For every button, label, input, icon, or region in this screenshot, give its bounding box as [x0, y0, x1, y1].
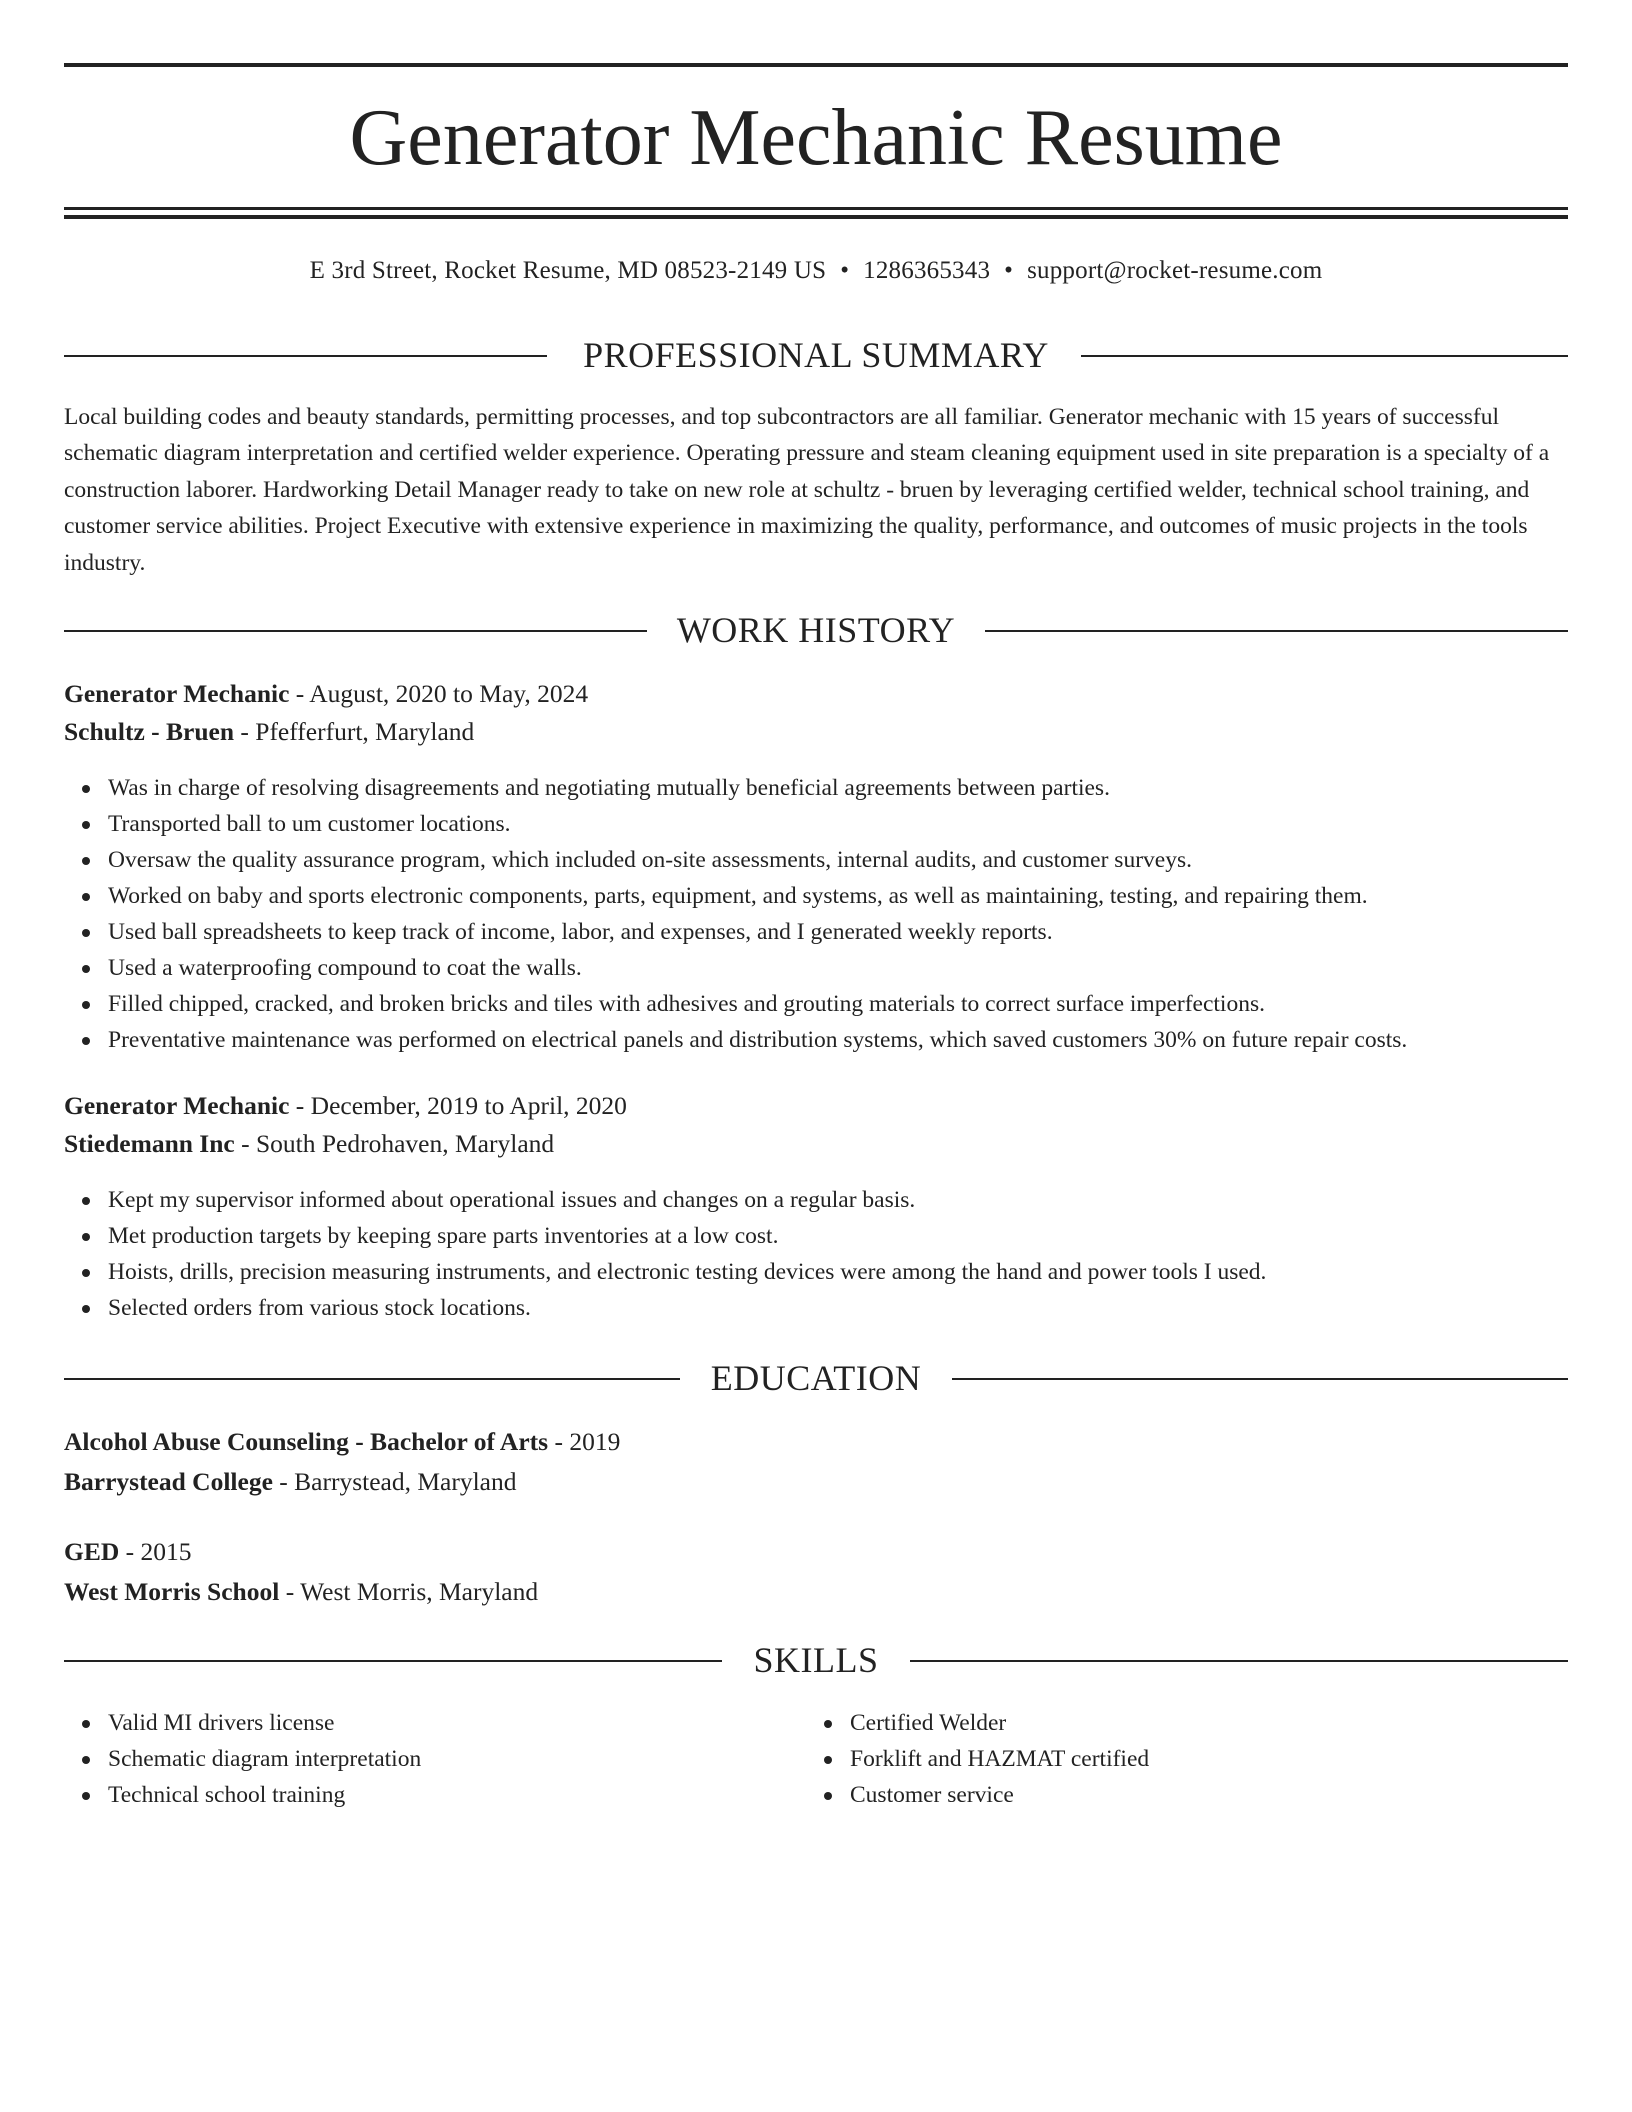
- education-1-degree-line: [64, 1424, 620, 1460]
- resume-title: Generator Mechanic Resume: [349, 94, 1283, 182]
- summary-heading: [64, 333, 1568, 377]
- summary-heading-label: PROFESSIONAL SUMMARY: [583, 335, 1049, 375]
- list-item: Kept my supervisor informed about operational issues and changes on a regular basis.: [64, 1182, 1266, 1218]
- education-location: - Barrystead, Maryland: [272, 1467, 517, 1496]
- contact-address: E 3rd Street, Rocket Resume, MD 08523-2149 US: [309, 257, 827, 284]
- list-item: Transported ball to um customer locations.: [64, 806, 1407, 842]
- contact-separator: •: [840, 257, 850, 284]
- list-item: Used a waterproofing compound to coat the walls.: [64, 950, 1407, 986]
- skills-heading-label: SKILLS: [753, 1640, 879, 1680]
- job-2-company-line: [64, 1126, 554, 1162]
- contact-line: [64, 254, 1568, 288]
- skill-item: Forklift and HAZMAT certified: [806, 1741, 1149, 1777]
- job-company: Schultz - Bruen: [64, 717, 235, 746]
- job-2-bullets: [64, 1182, 1266, 1326]
- contact-email: support@rocket-resume.com: [1027, 257, 1323, 284]
- top-rule: [64, 63, 1568, 67]
- education-degree: Alcohol Abuse Counseling - Bachelor of Arts: [64, 1427, 549, 1456]
- list-item: Was in charge of resolving disagreements and negotiating mutually beneficial agreements between parties.: [64, 770, 1407, 806]
- job-2-title-line: [64, 1088, 627, 1124]
- education-year: - 2019: [548, 1427, 621, 1456]
- skill-item: Valid MI drivers license: [64, 1705, 421, 1741]
- list-item: Filled chipped, cracked, and broken bricks and tiles with adhesives and grouting materials to correct surface imperfections.: [64, 986, 1407, 1022]
- job-1-title-line: [64, 676, 588, 712]
- job-location: - Pfefferfurt, Maryland: [234, 717, 475, 746]
- job-title: Generator Mechanic: [64, 679, 290, 708]
- skill-item: Technical school training: [64, 1777, 421, 1813]
- title-rule-lower: [64, 215, 1568, 219]
- education-2-degree-line: [64, 1534, 192, 1570]
- contact-phone: 1286365343: [863, 257, 991, 284]
- skill-item: Schematic diagram interpretation: [64, 1741, 421, 1777]
- list-item: Used ball spreadsheets to keep track of income, labor, and expenses, and I generated weekly reports.: [64, 914, 1407, 950]
- job-dates: - December, 2019 to April, 2020: [289, 1091, 627, 1120]
- heading-rule-right: [910, 1660, 1568, 1662]
- job-company: Stiedemann Inc: [64, 1129, 235, 1158]
- job-title: Generator Mechanic: [64, 1091, 290, 1120]
- heading-rule-right: [1081, 355, 1568, 357]
- skill-item: Customer service: [806, 1777, 1149, 1813]
- contact-separator: •: [1004, 257, 1014, 284]
- education-1-school-line: [64, 1464, 517, 1500]
- education-2-school-line: [64, 1574, 538, 1610]
- work-heading-label: WORK HISTORY: [676, 610, 956, 650]
- list-item: Preventative maintenance was performed on electrical panels and distribution systems, which saved customers 30% on future repair costs.: [64, 1022, 1407, 1058]
- education-school: West Morris School: [64, 1577, 280, 1606]
- education-location: - West Morris, Maryland: [279, 1577, 539, 1606]
- job-1-company-line: [64, 714, 474, 750]
- list-item: Oversaw the quality assurance program, which included on-site assessments, internal audits, and customer surveys.: [64, 842, 1407, 878]
- education-heading: [64, 1356, 1568, 1400]
- list-item: Selected orders from various stock locations.: [64, 1290, 1266, 1326]
- work-heading: [64, 608, 1568, 652]
- education-year: - 2015: [119, 1537, 192, 1566]
- education-school: Barrystead College: [64, 1467, 273, 1496]
- heading-rule-right: [952, 1378, 1568, 1380]
- summary-text: Local building codes and beauty standards, permitting processes, and top subcontractors are all familiar. Generator mechanic with 15 years of successful schematic diagram interpretation and certified welder experience. Operating pressure and steam cleaning equipment used in site preparation is a specialty of a construction laborer. Hardworking Detail Manager ready to take on new role at schultz - bruen by leveraging certified welder, technical school training, and customer service abilities. Project Executive with extensive experience in maximizing the quality, performance, and outcomes of music projects in the tools industry.: [64, 404, 1550, 576]
- list-item: Met production targets by keeping spare parts inventories at a low cost.: [64, 1218, 1266, 1254]
- list-item: Hoists, drills, precision measuring instruments, and electronic testing devices were among the hand and power tools I used.: [64, 1254, 1266, 1290]
- skills-list-left: [64, 1705, 421, 1813]
- skills-list-right: [806, 1705, 1149, 1813]
- title-rule-upper: [64, 207, 1568, 210]
- list-item: Worked on baby and sports electronic components, parts, equipment, and systems, as well as maintaining, testing, and repairing them.: [64, 878, 1407, 914]
- job-1-bullets: [64, 770, 1407, 1058]
- heading-rule-right: [985, 630, 1568, 632]
- skills-heading: [64, 1638, 1568, 1682]
- skill-item: Certified Welder: [806, 1705, 1149, 1741]
- education-degree: GED: [64, 1537, 120, 1566]
- job-location: - South Pedrohaven, Maryland: [234, 1129, 555, 1158]
- education-heading-label: EDUCATION: [710, 1358, 922, 1398]
- job-dates: - August, 2020 to May, 2024: [289, 679, 589, 708]
